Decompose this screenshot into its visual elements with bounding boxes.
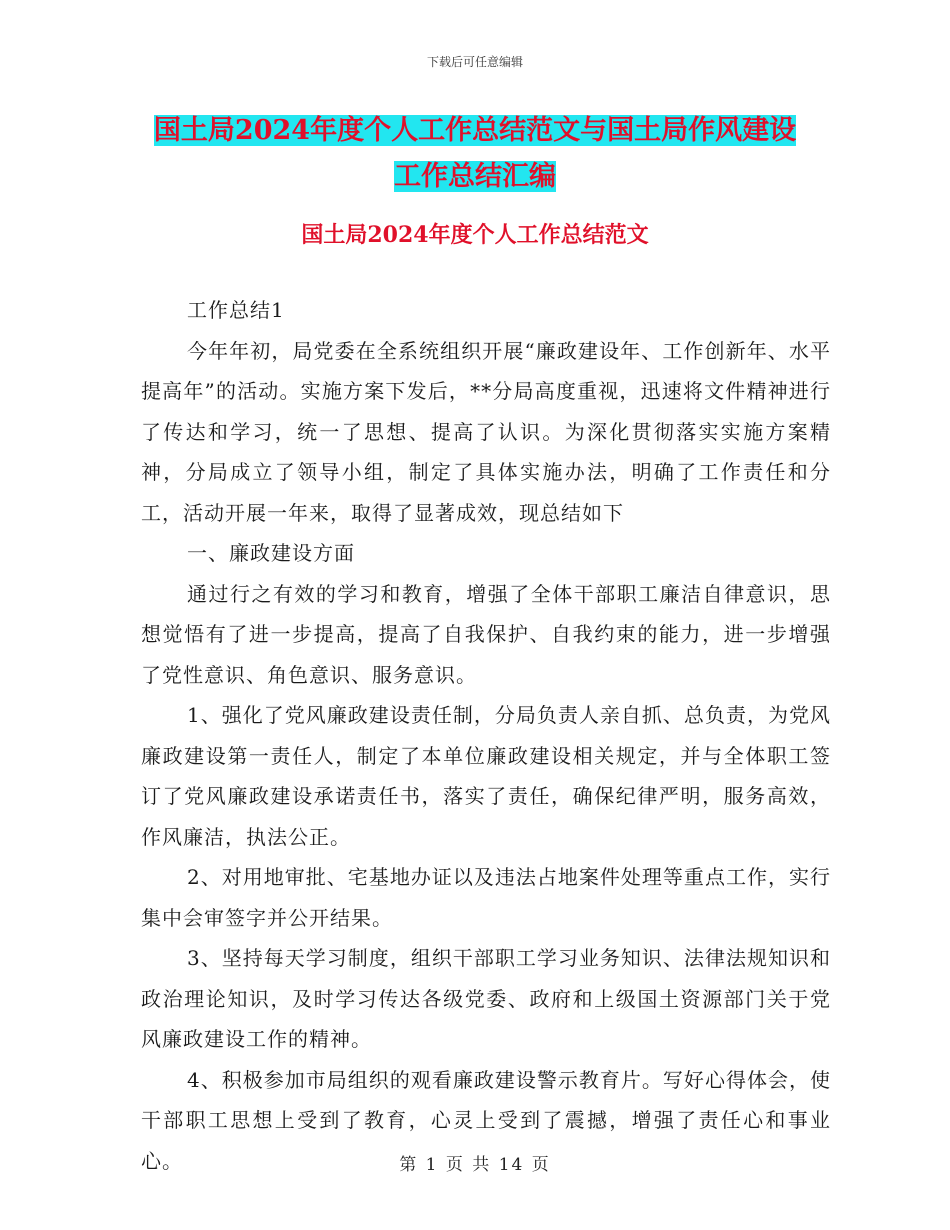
- title-line-2: 工作总结汇编: [394, 161, 556, 192]
- paragraph-heading: 工作总结1: [187, 298, 285, 322]
- paragraph: 4、积极参加市局组织的观看廉政建设警示教育片。写好心得体会，使干部职工思想上受到了教育，心灵上受到了震撼，增强了责任心和事业心。: [141, 1067, 831, 1173]
- paragraph-heading: 一、廉政建设方面: [187, 541, 355, 565]
- page-footer: 第 1 页 共 14 页: [399, 1155, 551, 1175]
- paragraph: 3、坚持每天学习制度，组织干部职工学习业务知识、法律法规知识和政治理论知识，及时学习传达各级党委、政府和上级国土资源部门关于党风廉政建设工作的精神。: [141, 946, 831, 1051]
- section-title: 国土局2024年度个人工作总结范文: [301, 222, 649, 248]
- paragraph: 通过行之有效的学习和教育，增强了全体干部职工廉洁自律意识，思想觉悟有了进一步提高，提高了自我保护、自我约束的能力，进一步增强了党性意识、角色意识、服务意识。: [141, 581, 831, 687]
- paragraph: 2、对用地审批、宅基地办证以及违法占地案件处理等重点工作，实行集中会审签字并公开结果。: [141, 865, 831, 930]
- header-note: 下载后可任意编辑: [426, 55, 523, 69]
- paragraph: 1、强化了党风廉政建设责任制，分局负责人亲自抓、总负责，为党风廉政建设第一责任人，制定了本单位廉政建设相关规定，并与全体职工签订了党风廉政建设承诺责任书，落实了责任，确保纪律严明，服务高效，作风廉洁，执法公正。: [141, 703, 831, 849]
- document-body: [141, 290, 831, 1181]
- paragraph: 今年年初，局党委在全系统组织开展“廉政建设年、工作创新年、水平提高年”的活动。实施方案下发后，**分局高度重视，迅速将文件精神进行了传达和学习，统一了思想、提高了认识。为深化贯彻落实实施方案精神，分局成立了领导小组，制定了具体实施办法，明确了工作责任和分工，活动开展一年来，取得了显著成效，现总结如下: [141, 338, 831, 525]
- title-line-1: 国土局2024年度个人工作总结范文与国土局作风建设: [153, 115, 797, 146]
- document-title: [0, 108, 950, 200]
